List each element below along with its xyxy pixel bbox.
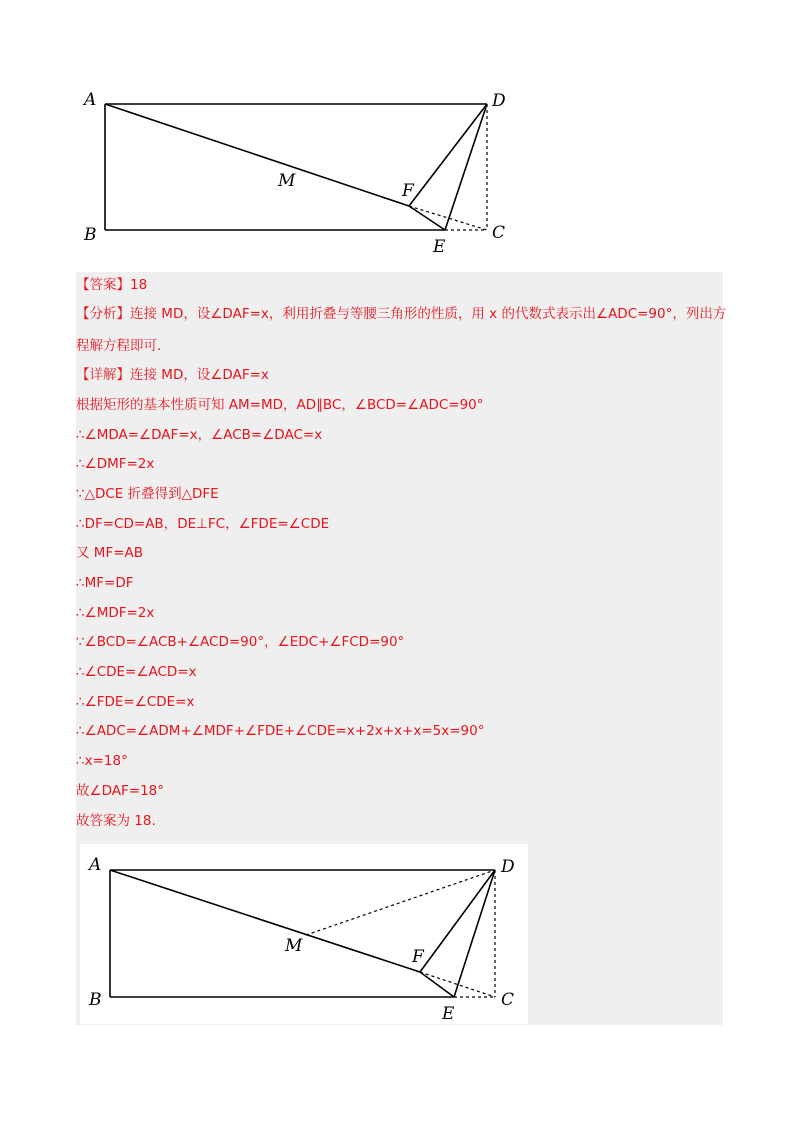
solution-line-6: ∴DF=CD=AB，DE⊥FC，∠FDE=∠CDE: [76, 516, 330, 532]
solution-line-14: ∴x=18°: [76, 753, 128, 769]
label-M: M: [278, 171, 296, 191]
solution-line-13: ∴∠ADC=∠ADM+∠MDF+∠FDE+∠CDE=x+2x+x+x=5x=90°: [76, 723, 485, 739]
solution-line-5: ∵△DCE 折叠得到△DFE: [76, 486, 219, 502]
segment-FC-dashed: [409, 206, 487, 230]
solution-line-4: ∴∠DMF=2x: [76, 456, 155, 472]
segment-AF: [110, 870, 420, 972]
solution-line-15: 故∠DAF=18°: [76, 783, 165, 799]
geometry-figure-top: [76, 84, 526, 264]
label-A: A: [89, 855, 102, 875]
label-F: F: [412, 947, 424, 967]
segment-AF: [105, 104, 409, 206]
label-E: E: [442, 1004, 455, 1024]
segment-MD-dashed: [306, 870, 495, 935]
solution-line-9: ∴∠MDF=2x: [76, 605, 155, 621]
solution-line-11: ∴∠CDE=∠ACD=x: [76, 664, 197, 680]
solution-line-1: 【详解】连接 MD，设∠DAF=x: [76, 367, 269, 383]
geometry-figure-bottom: [80, 844, 528, 1024]
solution-line-2: 根据矩形的基本性质可知 AM=MD，AD∥BC，∠BCD=∠ADC=90°: [76, 397, 484, 413]
segment-ED: [445, 104, 487, 230]
label-D: D: [501, 857, 515, 877]
label-F: F: [402, 181, 414, 201]
label-C: C: [501, 990, 515, 1010]
label-C: C: [492, 223, 506, 243]
label-A: A: [84, 90, 97, 110]
solution-line-8: ∴MF=DF: [76, 575, 134, 591]
analysis-line-2: 程解方程即可.: [76, 338, 162, 354]
segment-FD: [409, 104, 487, 206]
segment-FE: [409, 206, 445, 230]
solution-line-3: ∴∠MDA=∠DAF=x，∠ACB=∠DAC=x: [76, 427, 323, 443]
analysis-line-1: 【分析】连接 MD，设∠DAF=x，利用折叠与等腰三角形的性质，用 x 的代数式表示出∠ADC=90°，列出方: [76, 306, 727, 322]
label-D: D: [492, 91, 506, 111]
label-E: E: [433, 237, 446, 257]
answer-line: 【答案】18: [76, 277, 148, 293]
solution-line-16: 故答案为 18.: [76, 813, 156, 829]
segment-FE: [420, 972, 454, 997]
segment-ED: [454, 870, 495, 997]
solution-line-10: ∵∠BCD=∠ACB+∠ACD=90°，∠EDC+∠FCD=90°: [76, 634, 405, 650]
label-B: B: [84, 225, 97, 245]
solution-line-7: 又 MF=AB: [76, 545, 144, 561]
label-B: B: [89, 990, 102, 1010]
solution-line-12: ∴∠FDE=∠CDE=x: [76, 694, 195, 710]
segment-FD: [420, 870, 495, 972]
label-M: M: [285, 936, 303, 956]
